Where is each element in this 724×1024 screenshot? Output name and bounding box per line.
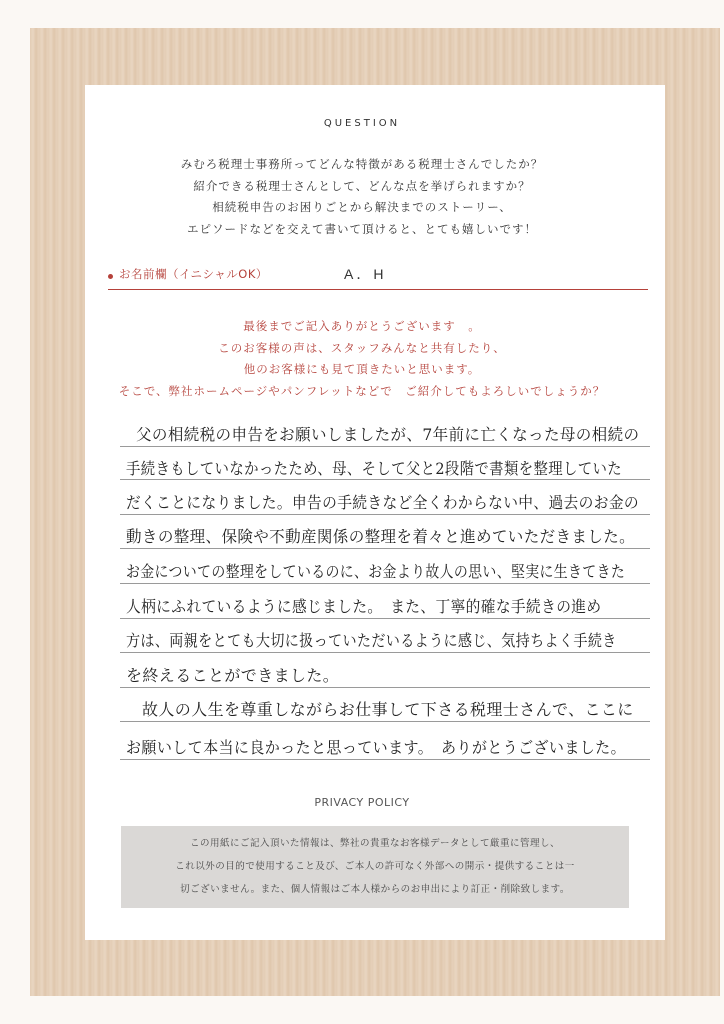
privacy-policy-title: PRIVACY POLICY [314, 796, 410, 809]
question-line: エピソードなどを交えて書いて頂けると、とても嬉しいです！ [187, 221, 537, 236]
name-field-value: A．H [344, 266, 387, 282]
handwritten-line: 父の相続税の申告をお願いしましたが、7年前に亡くなった母の相続の [136, 425, 640, 444]
handwritten-line: だくことになりました。申告の手続きなど全くわからない中、過去のお金の [126, 493, 640, 512]
handwritten-line: お金についての整理をしているのに、お金より故人の思い、堅実に生きてきた [126, 562, 626, 581]
ruled-line [120, 446, 650, 447]
question-line: 紹介できる税理士さんとして、どんな点を挙げられますか？ [193, 178, 531, 193]
thanks-line: 最後までご記入ありがとうございます 。 [243, 319, 481, 333]
bullet-icon [108, 274, 113, 279]
privacy-line: この用紙にご記入頂いた情報は、弊社の貴重なお客様データとして厳重に管理し、 [189, 838, 560, 849]
question-line: みむろ税理士事務所ってどんな特徴がある税理士さんでしたか？ [180, 157, 544, 171]
ruled-line [120, 583, 650, 584]
privacy-line: これ以外の目的で使用すること及び、ご本人の許可なく外部への開示・提供することは一 [175, 861, 575, 872]
ruled-line [120, 721, 650, 722]
handwritten-line: 人柄にふれているように感じました。 また、丁寧的確な手続きの進め [126, 597, 602, 616]
ruled-line [120, 687, 650, 688]
handwritten-line: 動きの整理、保険や不動産関係の整理を着々と進めていただきました。 [126, 527, 636, 546]
handwritten-line: お願いして本当に良かったと思っています。 ありがとうございました。 [126, 738, 627, 757]
ruled-line [120, 759, 650, 760]
thanks-line: そこで、弊社ホームページやパンフレットなどで ご紹介してもよろしいでしょうか？ [118, 383, 606, 398]
question-line: 相続税申告のお困りごとから解決までのストーリー、 [212, 200, 512, 214]
ruled-line [120, 618, 650, 619]
ruled-line [120, 479, 650, 480]
ruled-line [120, 514, 650, 515]
question-text [0, 154, 724, 240]
name-field-underline [108, 289, 648, 290]
thanks-message [0, 316, 724, 402]
name-field-label: お名前欄（イニシャルOK） [119, 267, 268, 281]
handwritten-line: 方は、両親をとても大切に扱っていただいるように感じ、気持ちよく手続き [126, 631, 617, 650]
privacy-line: 切ございません。また、個人情報はご本人様からのお申出により訂正・削除致します。 [180, 884, 570, 895]
ruled-line [120, 652, 650, 653]
thanks-line: このお客様の声は、スタッフみんなと共有したり、 [218, 340, 506, 355]
privacy-policy-text [121, 832, 629, 901]
handwritten-line: 故人の人生を尊重しながらお仕事して下さる税理士さんで、ここに [142, 700, 634, 719]
ruled-line [120, 548, 650, 549]
name-field [108, 264, 648, 290]
handwritten-line: を終えることができました。 [126, 666, 340, 685]
question-title: QUESTION [323, 118, 401, 129]
handwritten-line: 手続きもしていなかったため、母、そして父と2段階で書類を整理していた [126, 459, 623, 478]
thanks-line: 他のお客様にも見て頂きたいと思います。 [243, 362, 481, 376]
